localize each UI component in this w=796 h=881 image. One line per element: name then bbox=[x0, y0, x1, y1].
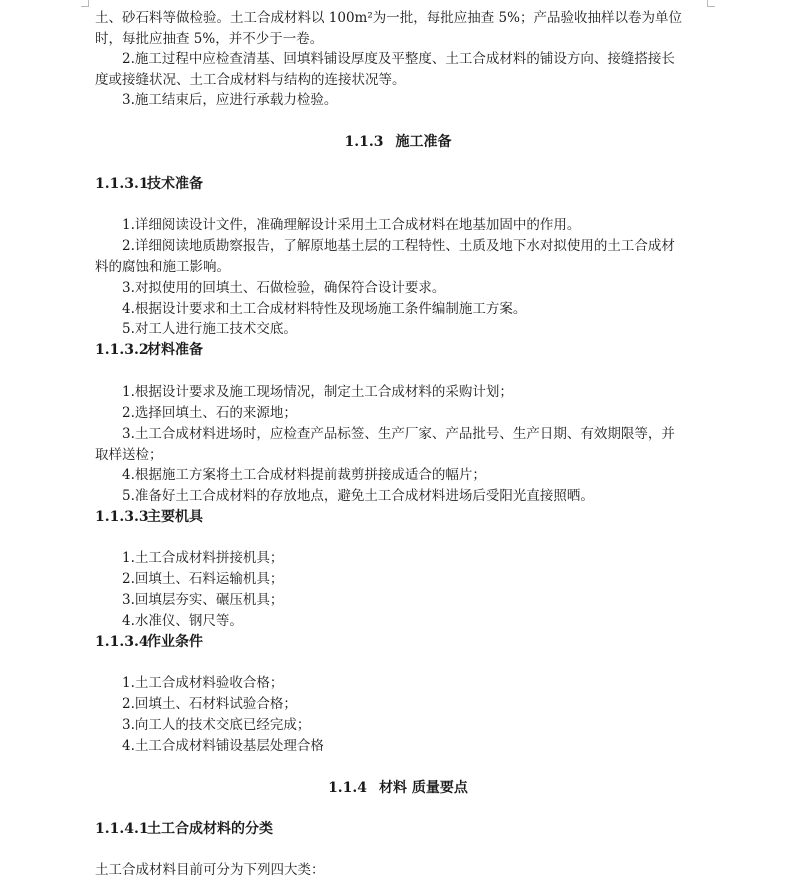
list-item: 1.土工合成材料拼接机具； bbox=[122, 550, 284, 566]
list-item: 3.回填层夯实、碾压机具； bbox=[122, 592, 284, 608]
margin-corner-mark-left-h bbox=[81, 6, 89, 7]
subsection-heading-1-1-3-3 bbox=[95, 508, 700, 526]
section-number: 1.1.4 bbox=[328, 780, 368, 796]
subsection-heading-1-1-3-4 bbox=[95, 633, 700, 651]
list-item: 1.根据设计要求及施工现场情况，制定土工合成材料的采购计划； bbox=[122, 384, 513, 400]
list-item-continuation: 料的腐蚀和施工影响。 bbox=[95, 259, 230, 275]
list-item: 4.根据设计要求和土工合成材料特性及现场施工条件编制施工方案。 bbox=[122, 301, 527, 317]
list-item: 2.详细阅读地质勘察报告，了解原地基土层的工程特性、土质及地下水对拟使用的土工合成材 bbox=[122, 238, 675, 254]
subsection-number: 1.1.3.1 bbox=[95, 176, 149, 192]
list-item: 2.回填土、石料运输机具； bbox=[122, 571, 284, 587]
paragraph-line: 时，每批应抽查 5%，并不少于一卷。 bbox=[95, 31, 324, 47]
list-item: 3.土工合成材料进场时，应检查产品标签、生产厂家、产品批号、生产日期、有效期限等，并 bbox=[122, 426, 675, 442]
subsection-title: 材料准备 bbox=[147, 342, 203, 358]
subsection-number: 1.1.3.4 bbox=[95, 634, 149, 650]
section-heading-1-1-3 bbox=[0, 133, 796, 151]
section-title: 施工准备 bbox=[395, 134, 452, 150]
margin-corner-mark-right-h bbox=[707, 6, 715, 7]
list-item-continuation: 取样送检； bbox=[95, 447, 163, 463]
section-heading-1-1-4 bbox=[0, 779, 796, 797]
paragraph-line: 度或接缝状况、土工合成材料与结构的连接状况等。 bbox=[95, 72, 406, 88]
subsection-title: 技术准备 bbox=[147, 176, 203, 192]
list-item: 4.土工合成材料铺设基层处理合格 bbox=[122, 738, 324, 754]
subsection-heading-1-1-3-2 bbox=[95, 341, 700, 359]
paragraph-line: 3.施工结束后，应进行承载力检验。 bbox=[122, 92, 338, 108]
closing-paragraph: 土工合成材料目前可分为下列四大类： bbox=[95, 862, 325, 878]
list-item: 1.详细阅读设计文件，准确理解设计采用土工合成材料在地基加固中的作用。 bbox=[122, 217, 581, 233]
list-item: 2.回填土、石材料试验合格； bbox=[122, 696, 297, 712]
section-number: 1.1.3 bbox=[344, 134, 384, 150]
subsection-title: 作业条件 bbox=[147, 634, 203, 650]
subsection-number: 1.1.4.1 bbox=[95, 821, 149, 837]
list-item: 4.水准仪、钢尺等。 bbox=[122, 613, 243, 629]
list-item: 2.选择回填土、石的来源地； bbox=[122, 405, 297, 421]
paragraph-line: 2.施工过程中应检查清基、回填料铺设厚度及平整度、土工合成材料的铺设方向、接缝搭接长 bbox=[122, 51, 675, 67]
list-item: 5.准备好土工合成材料的存放地点，避免土工合成材料进场后受阳光直接照晒。 bbox=[122, 488, 594, 504]
list-item: 4.根据施工方案将土工合成材料提前裁剪拼接成适合的幅片； bbox=[122, 467, 486, 483]
subsection-number: 1.1.3.3 bbox=[95, 509, 149, 525]
section-title: 材料 质量要点 bbox=[379, 780, 468, 796]
subsection-heading-1-1-4-1 bbox=[95, 820, 700, 838]
subsection-number: 1.1.3.2 bbox=[95, 342, 149, 358]
subsection-heading-1-1-3-1 bbox=[95, 175, 700, 193]
subsection-title: 主要机具 bbox=[147, 509, 203, 525]
list-item: 3.向工人的技术交底已经完成； bbox=[122, 717, 311, 733]
list-item: 3.对拟使用的回填土、石做检验，确保符合设计要求。 bbox=[122, 280, 446, 296]
paragraph-line: 土、砂石料等做检验。土工合成材料以 100m²为一批，每批应抽查 5%；产品验收抽样以卷为单位 bbox=[95, 10, 682, 26]
list-item: 1.土工合成材料验收合格； bbox=[122, 675, 284, 691]
list-item: 5.对工人进行施工技术交底。 bbox=[122, 321, 297, 337]
subsection-title: 土工合成材料的分类 bbox=[147, 821, 273, 837]
